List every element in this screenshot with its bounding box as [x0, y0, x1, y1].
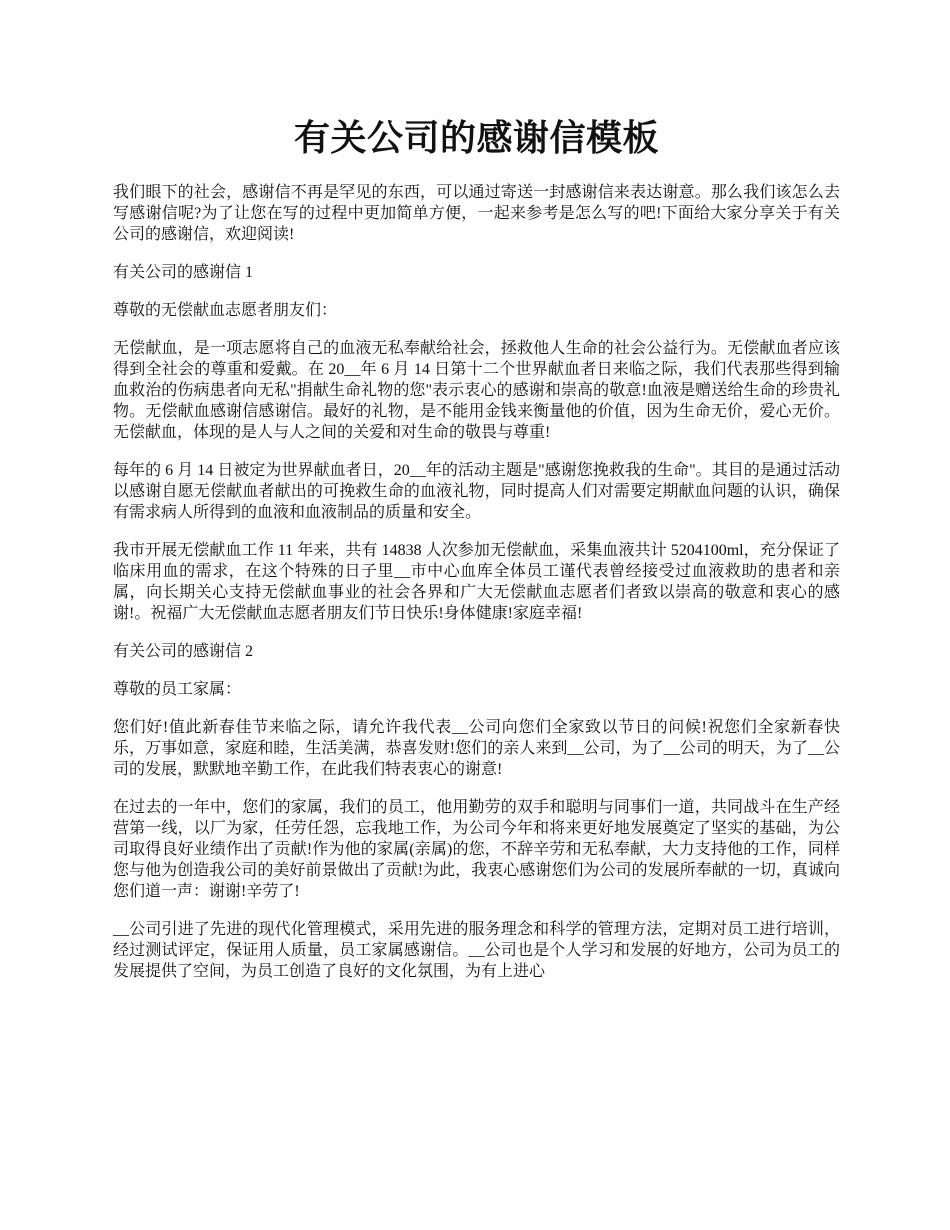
body-paragraph: __公司引进了先进的现代化管理模式，采用先进的服务理念和科学的管理方法，定期对员工进行培训，经过测试评定，保证用人质量，员工家属感谢信。__公司也是个人学习和发展的好地方，公司为员工的发展提供了空间，为员工创造了良好的文化氛围，为有上进心	[113, 921, 840, 980]
body-paragraph: 无偿献血，是一项志愿将自己的血液无私奉献给社会，拯救他人生命的社会公益行为。无偿献血者应该得到全社会的尊重和爱戴。在 20__年 6 月 14 日第十二个世界献血者日来临之际，我们代表那些得到输血救治的伤病患者向无私"捐献生命礼物的您"表示衷心的感谢和崇高的敬意!血液是赠送给生命的珍贵礼物。无偿献血感谢信感谢信。最好的礼物，是不能用金钱来衡量他的价值，因为生命无价，爱心无价。无偿献血，体现的是人与人之间的关爱和对生命的敬畏与尊重!	[113, 340, 840, 441]
document-page	[113, 0, 840, 999]
intro-paragraph: 我们眼下的社会，感谢信不再是罕见的东西，可以通过寄送一封感谢信来表达谢意。那么我们该怎么去写感谢信呢?为了让您在写的过程中更加简单方便，一起来参考是怎么写的吧!下面给大家分享关于有关公司的感谢信，欢迎阅读!	[113, 184, 840, 243]
section-heading-1: 有关公司的感谢信 1	[113, 264, 254, 281]
body-paragraph: 每年的 6 月 14 日被定为世界献血者日，20__年的活动主题是"感谢您挽救我的生命"。其目的是通过活动以感谢自愿无偿献血者献出的可挽救生命的血液礼物，同时提高人们对需要定期献血问题的认识，确保有需求病人所得到的血液和血液制品的质量和安全。	[113, 462, 840, 521]
body-paragraph: 我市开展无偿献血工作 11 年来，共有 14838 人次参加无偿献血，采集血液共计 5204100ml，充分保证了临床用血的需求，在这个特殊的日子里__市中心血库全体员工谨代表曾经接受过血液救助的患者和亲属，向长期关心支持无偿献血事业的社会各界和广大无偿献血志愿者们者致以崇高的敬意和衷心的感谢!。祝福广大无偿献血志愿者朋友们节日快乐!身体健康!家庭幸福!	[113, 542, 840, 622]
document-title: 有关公司的感谢信模板	[293, 118, 659, 158]
section-heading-2: 有关公司的感谢信 2	[113, 643, 254, 660]
body-paragraph: 在过去的一年中，您们的家属，我们的员工，他用勤劳的双手和聪明与同事们一道，共同战斗在生产经营第一线，以厂为家，任劳任怨，忘我地工作，为公司今年和将来更好地发展奠定了坚实的基础，为公司取得良好业绩作出了贡献!作为他的家属(亲属)的您，不辞辛劳和无私奉献，大力支持他的工作，同样您与他为创造我公司的美好前景做出了贡献!为此，我衷心感谢您们为公司的发展所奉献的一切，真诚向您们道一声：谢谢!辛劳了!	[113, 799, 840, 900]
salutation-1: 尊敬的无偿献血志愿者朋友们：	[113, 302, 338, 319]
document-body	[113, 182, 840, 982]
body-paragraph: 您们好!值此新春佳节来临之际，请允许我代表__公司向您们全家致以节日的问候!祝您们全家新春快乐，万事如意，家庭和睦，生活美满，恭喜发财!您们的亲人来到__公司，为了__公司的明天，为了__公司的发展，默默地辛勤工作，在此我们特表衷心的谢意!	[113, 719, 840, 778]
salutation-2: 尊敬的员工家属：	[113, 681, 242, 698]
